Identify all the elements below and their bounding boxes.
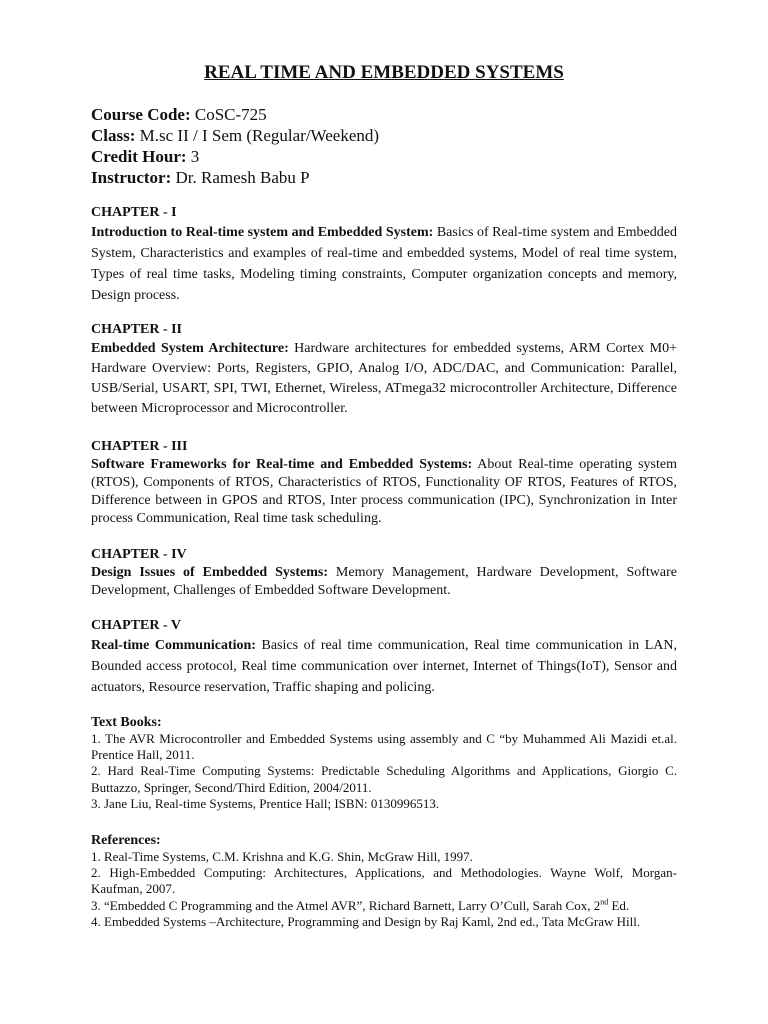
- instructor-value: Dr. Ramesh Babu P: [171, 168, 310, 187]
- chapter-heading: CHAPTER - III: [91, 439, 188, 454]
- instructor-label: Instructor:: [91, 168, 172, 187]
- chapter-body: [91, 339, 677, 419]
- chapter-1: [91, 204, 677, 306]
- course-code-value: CoSC-725: [190, 105, 267, 124]
- chapter-5: [91, 617, 677, 698]
- chapter-text: Memory Management, Hardware Development, Software Development, Challenges of Embedded Software Development.: [91, 565, 677, 598]
- references-heading: References:: [91, 833, 161, 848]
- chapter-body: [91, 456, 677, 528]
- reference-item: 4. Embedded Systems –Architecture, Programming and Design by Raj Kaml, 2nd ed., Tata McGraw Hill.: [91, 913, 641, 929]
- chapter-topic: Embedded System Architecture:: [91, 341, 289, 356]
- chapter-text: Basics of Real-time system and Embedded System, Characteristics and examples of real-time and embedded systems, Model of real time system, Types of real time tasks, Modeling timing constraints, Computer organization concepts and memory, Design process.: [91, 225, 677, 303]
- chapter-text: Hardware architectures for embedded systems, ARM Cortex M0+ Hardware Overview: Ports, Registers, GPIO, Analog I/O, ADC/DAC, and Communication: Parallel, USB/Serial, USART, SPI, TWI, Ethernet, Wireless, ATmega32 microcontroller Architecture, Difference between Microprocessor and Microcontroller.: [91, 341, 677, 416]
- chapter-text: Basics of real time communication, Real time communication in LAN, Bounded access protocol, Real time communication over internet, Internet of Things(IoT), Sensor and actuators, Resource reservation, Traffic shaping and policing.: [91, 638, 677, 695]
- class-line: [91, 125, 379, 146]
- instructor-line: [91, 167, 379, 188]
- text-books-section: [91, 714, 677, 812]
- text-books-heading: Text Books:: [91, 715, 162, 730]
- credit-hour-value: 3: [186, 147, 200, 166]
- course-code-line: [91, 104, 379, 125]
- course-code-label: Course Code:: [91, 105, 191, 124]
- chapter-heading: CHAPTER - V: [91, 618, 181, 633]
- chapter-heading: CHAPTER - II: [91, 322, 183, 337]
- chapter-topic: Design Issues of Embedded Systems:: [91, 565, 328, 580]
- class-label: Class:: [91, 126, 136, 145]
- chapter-4: [91, 546, 677, 600]
- course-info: [91, 104, 379, 188]
- text-book-item: 3. Jane Liu, Real-time Systems, Prentice Hall; ISBN: 0130996513.: [91, 795, 440, 811]
- chapter-heading: CHAPTER - I: [91, 205, 177, 220]
- chapter-topic: Software Frameworks for Real-time and Embedded Systems:: [91, 457, 473, 472]
- chapter-body: [91, 564, 677, 600]
- credit-hour-label: Credit Hour:: [91, 147, 187, 166]
- reference-item: [91, 898, 677, 914]
- chapter-heading: CHAPTER - IV: [91, 547, 187, 562]
- text-book-item: 2. Hard Real-Time Computing Systems: Predictable Scheduling Algorithms and Applications, Giorgio C. Buttazzo, Springer, Second/Third Edition, 2004/2011.: [91, 763, 677, 795]
- reference-superscript: nd: [600, 897, 609, 907]
- reference-text: 3. “Embedded C Programming and the Atmel AVR”, Richard Barnett, Larry O’Cull, Sarah Cox, 2: [91, 897, 601, 913]
- credit-hour-line: [91, 146, 379, 167]
- text-book-item: 1. The AVR Microcontroller and Embedded Systems using assembly and C “by Muhammed Ali Mazidi et.al. Prentice Hall, 2011.: [91, 731, 677, 763]
- chapter-topic: Introduction to Real-time system and Embedded System:: [91, 225, 434, 240]
- chapter-topic: Real-time Communication:: [91, 638, 256, 653]
- chapter-3: [91, 438, 677, 528]
- reference-item: 2. High-Embedded Computing: Architectures, Applications, and Methodologies. Wayne Wolf, Morgan-Kaufman, 2007.: [91, 865, 677, 897]
- chapter-2: [91, 321, 677, 419]
- chapter-body: [91, 222, 677, 306]
- chapter-text: About Real-time operating system (RTOS), Components of RTOS, Characteristics of RTOS, Functionality OF RTOS, Features of RTOS, Difference between in GPOS and RTOS, Inter process communication (IPC), Synchronization in Inter process Communication, Real time task scheduling.: [91, 457, 677, 526]
- references-section: [91, 832, 677, 930]
- reference-text-end: Ed.: [608, 897, 630, 913]
- class-value: M.sc II / I Sem (Regular/Weekend): [135, 126, 380, 145]
- page-title: REAL TIME AND EMBEDDED SYSTEMS: [204, 62, 564, 83]
- chapter-body: [91, 635, 677, 698]
- reference-item: 1. Real-Time Systems, C.M. Krishna and K.G. Shin, McGraw Hill, 1997.: [91, 849, 473, 864]
